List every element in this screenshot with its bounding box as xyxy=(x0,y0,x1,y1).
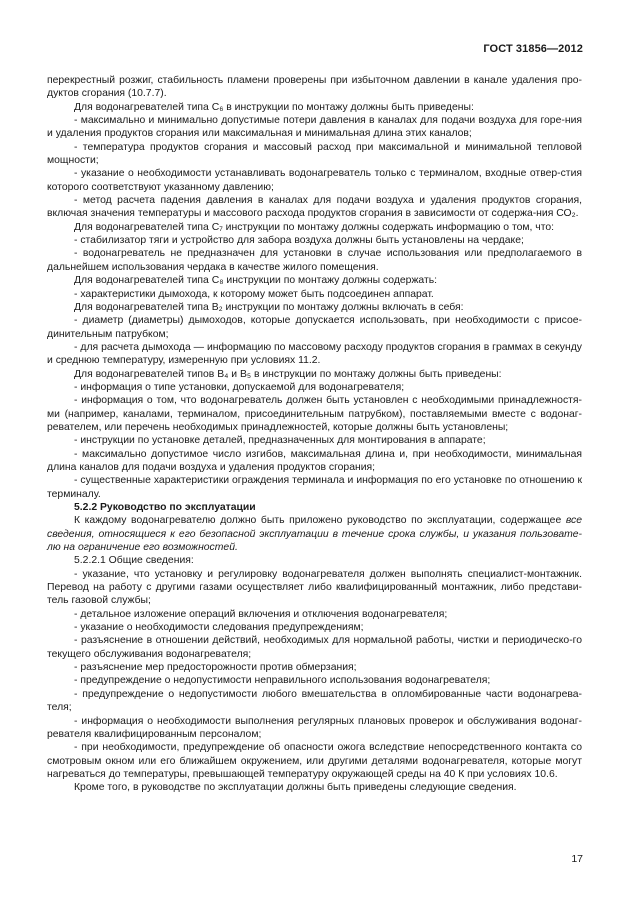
paragraph-text: - метод расчета падения давления в каналах для подачи воздуха и удаления продуктов сгорания, включая значения температуры и массового расхода продуктов сгорания в зависимости от содержа-ния СО₂. xyxy=(47,195,582,220)
paragraph xyxy=(47,74,582,101)
paragraph xyxy=(47,288,582,301)
paragraph-text: - указание о необходимости устанавливать водонагреватель только с терминалом, входные отвер-стия которого соответствуют указанному давлению; xyxy=(47,168,582,193)
paragraph-text: Для водонагревателей типа С₆ в инструкции по монтажу должны быть приведены: xyxy=(74,101,474,113)
paragraph-text: 5.2.2.1 Общие сведения: xyxy=(74,555,194,567)
paragraph xyxy=(47,634,582,661)
paragraph-text: - детальное изложение операций включения и отключения водонагревателя; xyxy=(74,608,448,620)
paragraph-text: - существенные характеристики ограждения терминала и информация по его установке по отношению к терминалу. xyxy=(47,475,582,500)
paragraph xyxy=(47,674,582,687)
paragraph-text: К каждому водонагревателю должно быть приложено руководство по эксплуатации, содержащее xyxy=(74,515,566,527)
paragraph xyxy=(47,448,582,475)
paragraph xyxy=(47,221,582,234)
paragraph-text: - указание, что установку и регулировку водонагревателя должен выполнять специалист-монтажник. Перевод на работу с другими газами осуществляет либо квалифицированный монтажник, либо представи-тель газовой службы; xyxy=(47,568,582,607)
paragraph xyxy=(47,314,582,341)
paragraph xyxy=(47,341,582,368)
paragraph xyxy=(47,274,582,287)
paragraph xyxy=(47,434,582,447)
paragraph xyxy=(47,381,582,394)
paragraph xyxy=(47,741,582,781)
paragraph-text: - предупреждение о недопустимости любого вмешательства в опломбированные части водонагрева-теля; xyxy=(47,688,582,714)
paragraph-text: - разъяснение в отношении действий, необходимых для нормальной работы, чистки и периодическо-го текущего обслуживания водонагревателя; xyxy=(47,635,582,660)
paragraph xyxy=(47,688,582,715)
paragraph-text: - для расчета дымохода — информацию по массовому расходу продуктов сгорания в граммах в секунду и среднюю температуру, измеренную при условиях 11.2. xyxy=(47,341,582,367)
paragraph xyxy=(47,715,582,742)
paragraph xyxy=(47,368,582,381)
paragraph xyxy=(47,234,582,247)
paragraph-text: 5.2.2 Руководство по эксплуатации xyxy=(74,502,256,513)
section-heading xyxy=(47,501,582,514)
standard-designation: ГОСТ 31856—2012 xyxy=(483,43,583,55)
page-number: 17 xyxy=(571,853,583,865)
paragraph xyxy=(47,554,582,567)
paragraph xyxy=(47,514,582,554)
paragraph xyxy=(47,247,582,274)
paragraph-text: - максимально и минимально допустимые потери давления в каналах для подачи воздуха для горе-ния и удаления продуктов сгорания или максимальная и минимальная длина этих каналов; xyxy=(47,115,582,140)
paragraph xyxy=(47,608,582,621)
paragraph-text: - предупреждение о недопустимости неправильного использования водонагревателя; xyxy=(74,675,491,687)
paragraph-text: перекрестный розжиг, стабильность пламени проверены при избыточном давлении в канале удаления про-дуктов сгорания (10.7.7). xyxy=(47,75,582,100)
paragraph-text: Для водонагревателей типов В₄ и В₅ в инструкции по монтажу должны быть приведены: xyxy=(74,368,502,380)
paragraph xyxy=(47,101,582,114)
paragraph-text: Для водонагревателей типа С₇ инструкции по монтажу должны содержать информацию о том, что: xyxy=(74,221,555,233)
paragraph xyxy=(47,568,582,608)
italic-text: все сведения, относящиеся к его безопасной эксплуатации в течение срока службы, и указания пользовате-лю на ограничение его возможностей. xyxy=(47,515,582,554)
paragraph xyxy=(47,194,582,221)
paragraph xyxy=(47,781,582,794)
paragraph-text: - водонагреватель не предназначен для установки в случае использования или предполагаемого в дальнейшем использования чердака в качестве жилого помещения. xyxy=(47,248,582,273)
paragraph xyxy=(47,474,582,501)
paragraph-text: - информация о типе установки, допускаемой для водонагревателя; xyxy=(74,381,405,393)
paragraph-text: - характеристики дымохода, к которому может быть подсоединен аппарат. xyxy=(74,288,434,300)
paragraph xyxy=(47,114,582,141)
paragraph-text: - информация о необходимости выполнения регулярных плановых проверок и обслуживания водонаг-ревателя квалифицированным персоналом; xyxy=(47,715,582,740)
paragraph-text: - максимально допустимое число изгибов, максимальная длина и, при необходимости, минимальная длина каналов для подачи воздуха и удаления продуктов сгорания; xyxy=(47,448,582,473)
paragraph xyxy=(47,167,582,194)
paragraph-text: Для водонагревателей типа В₂ инструкции по монтажу должны включать в себя: xyxy=(74,301,464,313)
paragraph-text: - инструкции по установке деталей, предназначенных для монтирования в аппарате; xyxy=(74,435,486,447)
paragraph-text: - при необходимости, предупреждение об опасности ожога вследствие непосредственного контакта со смотровым окном или его ближайшем окружением, или другими деталями водонагревателя, которые могут нагреваться до температуры, превышающей температуру окружающей среды на 40 К при условиях 10.6. xyxy=(47,742,582,780)
paragraph-text: - указание о необходимости следования предупреждениям; xyxy=(74,622,364,634)
paragraph-text: - температура продуктов сгорания и массовый расход при максимальной и минимальной тепловой мощности; xyxy=(47,141,582,167)
paragraph-text: - разъяснение мер предосторожности против обмерзания; xyxy=(74,662,357,674)
paragraph-text: - информация о том, что водонагреватель должен быть установлен с необходимыми принадлежностя-ми (например, каналами, терминалом, присоединительным патрубком), поставляемыми вместе с водонаг-ревателем, или перечень необходимых принадлежностей, которые должны быть установлены; xyxy=(47,395,582,433)
paragraph xyxy=(47,621,582,634)
document-body xyxy=(47,74,582,795)
paragraph xyxy=(47,141,582,168)
paragraph-text: Для водонагревателей типа С₈ инструкции по монтажу должны содержать: xyxy=(74,275,438,287)
paragraph xyxy=(47,301,582,314)
paragraph xyxy=(47,661,582,674)
paragraph xyxy=(47,394,582,434)
paragraph-text: - диаметр (диаметры) дымоходов, которые допускается использовать, при необходимости с присое-динительным патрубком; xyxy=(47,315,582,340)
paragraph-text: - стабилизатор тяги и устройство для забора воздуха должны быть установлены на чердаке; xyxy=(74,235,524,247)
paragraph-text: Кроме того, в руководстве по эксплуатации должны быть приведены следующие сведения. xyxy=(74,782,517,794)
